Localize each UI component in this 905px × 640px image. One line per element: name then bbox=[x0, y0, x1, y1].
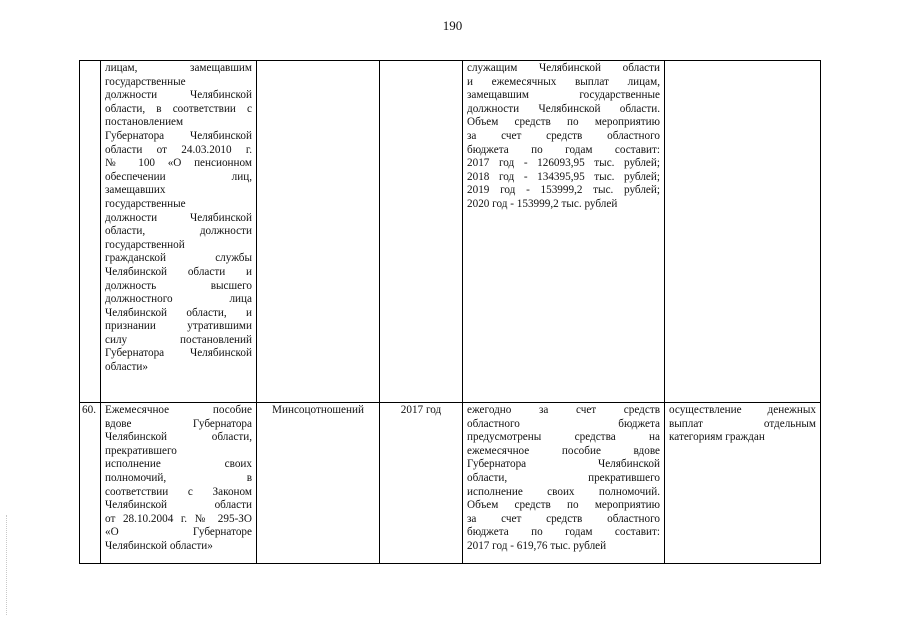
text-line: служащим Челябинской области bbox=[467, 62, 660, 74]
text-line: за счет средств областного bbox=[467, 129, 660, 142]
text-line: Объем средств по мероприятию bbox=[467, 499, 660, 512]
text-line: исполнение своих bbox=[105, 458, 252, 471]
text-line: Челябинской области, bbox=[105, 431, 252, 444]
text-line: осуществление денежных bbox=[669, 404, 816, 416]
text-line: признании утратившими bbox=[105, 320, 252, 333]
measure-description-cell bbox=[463, 61, 665, 403]
text-line: бюджета по годам составит: bbox=[467, 526, 660, 539]
text-line: области от 24.03.2010 г. bbox=[105, 143, 252, 156]
text-line: лицам, замещавшим bbox=[105, 62, 252, 74]
text-line: постановлением bbox=[105, 116, 184, 129]
text-line: предусмотрены средства на bbox=[467, 431, 660, 444]
text-line: государственной bbox=[105, 238, 185, 251]
text-line: 2020 год - 153999,2 тыс. рублей bbox=[467, 197, 618, 210]
period-cell bbox=[380, 61, 463, 403]
text-line: Губернатора Челябинской bbox=[105, 129, 252, 142]
text-line: прекратившего bbox=[105, 444, 177, 457]
text-line: полномочий, в bbox=[105, 471, 252, 484]
text-line: гражданской службы bbox=[105, 252, 252, 265]
text-line: области, должности bbox=[105, 225, 252, 238]
measure-name-cell bbox=[101, 61, 257, 403]
text-line: Ежемесячное пособие bbox=[105, 404, 252, 416]
expected-result-cell bbox=[665, 61, 821, 403]
text-line: Челябинской области, и bbox=[105, 306, 252, 319]
text-line: «О Губернаторе bbox=[105, 526, 252, 539]
text-line: бюджета по годам составит: bbox=[467, 143, 660, 156]
text-line: области, в соответствии с bbox=[105, 102, 252, 115]
text-line: и ежемесячных выплат лицам, bbox=[467, 75, 660, 88]
text-line: государственные bbox=[105, 197, 186, 210]
text-line: замещавших bbox=[105, 184, 166, 197]
text-line: выплат отдельным bbox=[669, 417, 816, 430]
text-line: области, прекратившего bbox=[467, 471, 660, 484]
text-line: за счет средств областного bbox=[467, 512, 660, 525]
program-measures-table bbox=[79, 60, 821, 564]
text-line: ежегодно за счет средств bbox=[467, 404, 660, 416]
text-line: Челябинской области» bbox=[105, 539, 213, 552]
row-number-cell: 60. bbox=[80, 403, 101, 564]
row-number-cell bbox=[80, 61, 101, 403]
text-line: соответствии с Законом bbox=[105, 485, 252, 498]
measure-description-cell bbox=[463, 403, 665, 564]
period-cell: 2017 год bbox=[380, 403, 463, 564]
text-line: государственные bbox=[105, 75, 186, 88]
text-line: должности Челябинской области. bbox=[467, 102, 660, 115]
text-line: обеспечении лиц, bbox=[105, 170, 252, 183]
text-line: должностного лица bbox=[105, 293, 252, 306]
executor-cell bbox=[257, 61, 380, 403]
text-line: ежемесячное пособие вдове bbox=[467, 444, 660, 457]
text-line: силу постановлений bbox=[105, 333, 252, 346]
text-line: Челябинской области bbox=[105, 499, 252, 512]
page-number: 190 bbox=[442, 18, 463, 33]
text-line: Челябинской области и bbox=[105, 265, 252, 278]
text-line: замещавшим государственные bbox=[467, 89, 660, 102]
table-row bbox=[80, 61, 821, 403]
text-line: Губернатора Челябинской bbox=[467, 458, 660, 471]
text-line: 2017 год - 619,76 тыс. рублей bbox=[467, 539, 607, 552]
text-line: Губернатора Челябинской bbox=[105, 347, 252, 360]
table-row bbox=[80, 403, 821, 564]
text-line: должности Челябинской bbox=[105, 89, 252, 102]
measure-name-cell bbox=[101, 403, 257, 564]
text-line: должности Челябинской bbox=[105, 211, 252, 224]
text-line: 2019 год - 153999,2 тыс. рублей; bbox=[467, 184, 660, 197]
text-line: областного бюджета bbox=[467, 417, 660, 430]
text-line: исполнение своих полномочий. bbox=[467, 485, 660, 498]
text-line: Объем средств по мероприятию bbox=[467, 116, 660, 129]
scan-margin-mark bbox=[6, 515, 8, 615]
text-line: категориям граждан bbox=[669, 431, 765, 444]
text-line: № 100 «О пенсионном bbox=[105, 157, 252, 170]
executor-cell: Минсоцотношений bbox=[257, 403, 380, 564]
text-line: 2017 год - 126093,95 тыс. рублей; bbox=[467, 157, 660, 170]
text-line: 2018 год - 134395,95 тыс. рублей; bbox=[467, 170, 660, 183]
expected-result-cell bbox=[665, 403, 821, 564]
text-line: области» bbox=[105, 361, 148, 374]
text-line: вдове Губернатора bbox=[105, 417, 252, 430]
text-line: от 28.10.2004 г. № 295-ЗО bbox=[105, 512, 252, 525]
text-line: должность высшего bbox=[105, 279, 252, 292]
